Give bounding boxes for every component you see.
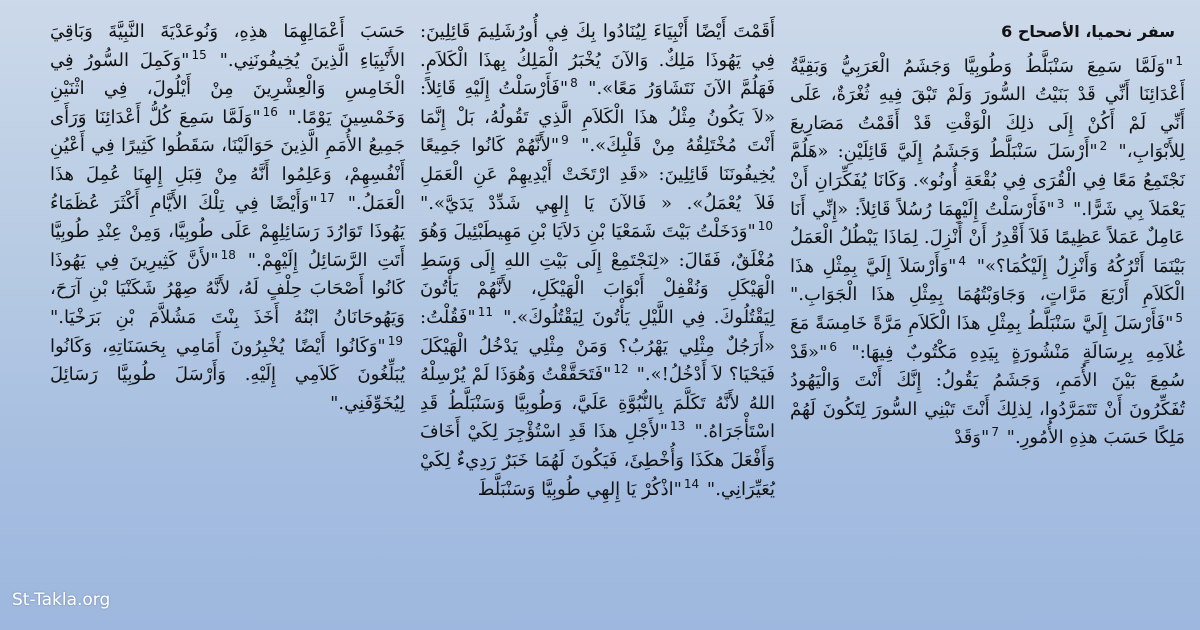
verse-text: "أَرْسَلَ سَنْبَلَّطُ وَجَشَمُ إِلَيَّ قَائِلَيْنِ: «هَلُمَّ نَجْتَمِعُ مَعًا فِي الْقُرَى فِي بُقْعَةِ أُونُو». وَكَانَا يُفَكِّرَانِ أَنْ يَعْمَلاَ بِي شَرًّا." bbox=[790, 141, 1185, 220]
verse-number: 17 bbox=[319, 190, 335, 205]
verse-block bbox=[50, 18, 405, 418]
right-column bbox=[790, 18, 1185, 453]
verse-number: 11 bbox=[477, 304, 493, 319]
verse-number: 4 bbox=[958, 253, 967, 268]
verse-number: 18 bbox=[220, 247, 236, 262]
verse-number: 2 bbox=[1099, 139, 1108, 154]
verse-text: "وَكَانُوا أَيْضًا يُخْبِرُونَ أَمَامِي بِحَسَنَاتِهِ، وَكَانُوا يُبَلِّغُونَ كَلاَمِي إِلَيْهِ. وَأَرْسَلَ طُوبِيَّا رَسَائِلَ لِيُخَوِّفَنِي." bbox=[50, 335, 405, 414]
middle-column bbox=[420, 18, 775, 504]
verse-text: "فَأَرْسَلْتُ إِلَيْهِ قَائِلاً: «لاَ يَكُونُ مِثْلُ هذَا الْكَلاَمِ الَّذِي تَقُولُهُ، بَلْ إِنَّمَا أَنْتَ مُخْتَلِقُهُ مِنْ قَلْبِكَ»." bbox=[420, 78, 775, 157]
verse-number: 7 bbox=[991, 425, 999, 440]
verse-number: 12 bbox=[613, 362, 629, 377]
verse-number: 16 bbox=[262, 104, 278, 119]
verse-number: 6 bbox=[829, 339, 837, 354]
verse-number: 5 bbox=[1175, 310, 1183, 325]
verse-number: 19 bbox=[387, 333, 403, 348]
verse-number: 3 bbox=[1056, 196, 1065, 211]
verse-number: 9 bbox=[561, 133, 569, 148]
verse-text: "فَتَحَقَّقْتُ وَهُوَذَا لَمْ يُرْسِلْهُ اللهُ لأَنَّهُ تَكَلَّمَ بِالنُّبُوَّةِ عَلَيَّ، وَطُوبِيَّا وَسَنْبَلَّطُ قَدِ اسْتَأْجَرَاهُ." bbox=[420, 364, 775, 443]
verse-text: "اذْكُرْ يَا إِلهِي طُوبِيَّا وَسَنْبَلَّطَ bbox=[477, 478, 682, 500]
verse-text: "لأَنَّ كَثِيرِينَ فِي يَهُوذَا كَانُوا أَصْحَابَ حِلْفٍ لَهُ، لأَنَّهُ صِهْرُ شَكَنْيَا بْنِ آرَحَ، وَيَهُوحَانَانُ ابْنُهُ أَخَذَ بِنْتَ مَشُلاَّمَ بْنِ بَرَخْيَا." bbox=[50, 249, 405, 328]
verse-text: "لأَجْلِ هذَا قَدِ اسْتُؤْجِرَ لِكَيْ أَخَافَ وَأَفْعَلَ هكَذَا وَأُخْطِئَ، فَيَكُونَ لَهُمَا خَبَرٌ رَدِيءٌ لِكَيْ يُعَيِّرَانِي." bbox=[420, 421, 775, 500]
chapter-title: سفر نحميا، الأصحاح 6 bbox=[1001, 22, 1175, 41]
verse-text: "«قَدْ سُمِعَ بَيْنَ الأُمَمِ، وَجَشَمُ يَقُولُ: إِنَّكَ أَنْتَ وَالْيَهُودُ تُفَكِّرُونَ أَنْ تَتَمَرَّدُوا، لِذلِكَ أَنْتَ تَبْنِي السُّورَ لِتَكُونَ لَهُمْ مَلِكًا حَسَبَ هذِهِ الأُمُورِ." bbox=[790, 341, 1185, 449]
verse-block bbox=[790, 53, 1185, 453]
verse-number: 14 bbox=[683, 476, 700, 491]
verse-number: 15 bbox=[191, 47, 207, 62]
verse-number: 10 bbox=[757, 219, 773, 234]
site-watermark: St-Takla.org bbox=[12, 590, 111, 610]
verse-number: 8 bbox=[570, 76, 578, 91]
verse-text: "وَدَخَلْتُ بَيْتَ شَمَعْيَا بْنِ دَلاَيَا بْنِ مَهِيطَبْئِيلَ وَهُوَ مُغْلَقٌ، فَقَالَ: «لِنَجْتَمِعْ إِلَى بَيْتِ اللهِ إِلَى وَسَطِ الْهَيْكَلِ وَنُقْفِلْ أَبْوَابَ الْهَيْكَلِ، لأَنَّهُمْ يَأْتُونَ لِيَقْتُلُوكَ. فِي اللَّيْلِ يَأْتُونَ لِيَقْتُلُوكَ»." bbox=[420, 221, 775, 328]
verse-text: "وَقَدْ bbox=[954, 427, 990, 449]
verse-text: "وَلَمَّا سَمِعَ كُلُّ أَعْدَائِنَا وَرَأَى جَمِيعُ الأُمَمِ الَّذِينَ حَوَالَيْنَا، سَقَطُوا كَثِيرًا فِي أَعْيُنِ أَنْفُسِهِمْ، وَعَلِمُوا أَنَّهُ مِنْ قِبَلِ إِلهِنَا عُمِلَ هذَا الْعَمَلُ." bbox=[50, 106, 405, 214]
verse-text: "وَأَيْضًا فِي تِلْكَ الأَيَّامِ أَكْثَرَ عُظَمَاءُ يَهُوذَا تَوَارُدَ رَسَائِلِهِمْ عَلَى طُوبِيَّا، وَمِنْ عِنْدِ طُوبِيَّا أَتَتِ الرَّسَائِلُ إِلَيْهِمْ." bbox=[50, 192, 406, 271]
verse-text: "فَأَرْسَلَ إِلَيَّ سَنْبَلَّطُ بِمِثْلِ هذَا الْكَلاَمِ مَرَّةً خَامِسَةً مَعَ غُلاَمِهِ بِرِسَالَةٍ مَنْشُورَةٍ بِيَدِهِ مَكْتُوبٌ فِيهَا:" bbox=[790, 312, 1185, 363]
verse-text: "وَأَرْسَلاَ إِلَيَّ بِمِثْلِ هذَا الْكَلاَمِ أَرْبَعَ مَرَّاتٍ، وَجَاوَبْتُهُمَا بِمِثْلِ هذَا الْجَوَابِ." bbox=[790, 255, 1185, 306]
verse-number: 13 bbox=[670, 419, 686, 434]
verse-text: أَقَمْتَ أَيْضًا أَنْبِيَاءَ لِيُنَادُوا بِكَ فِي أُورُشَلِيمَ قَائِلِينَ: فِي يَهُوذَا مَلِكٌ. وَالآنَ يُخْبَرُ الْمَلِكُ بِهذَا الْكَلاَمِ. فَهَلُمَّ الآنَ نَتَشَاوَرُ مَعًا»." bbox=[420, 21, 775, 100]
verse-block bbox=[420, 18, 775, 504]
verse-text: "فَقُلْتُ: «أَرَجُلٌ مِثْلِي يَهْرُبُ؟ وَمَنْ مِثْلِي يَدْخُلُ الْهَيْكَلَ فَيَحْيَا؟ لاَ أَدْخُلُ!»." bbox=[420, 306, 775, 386]
verse-text: "فَأَرْسَلْتُ إِلَيْهِمَا رُسُلاً قَائِلاً: «إِنِّي أَنَا عَامِلٌ عَمَلاً عَظِيمًا فَلاَ أَقْدِرُ أَنْ أَنْزِلَ. لِمَاذَا يَبْطُلُ الْعَمَلُ بَيْنَمَا أَتْرُكُهُ وَأَنْزِلُ إِلَيْكُمَا؟»" bbox=[790, 198, 1185, 277]
verse-text: "لأَنَّهُمْ كَانُوا جَمِيعًا يُخِيفُونَنَا قَائِلِينَ: «قَدِ ارْتَخَتْ أَيْدِيهِمْ عَنِ الْعَمَلِ فَلاَ يُعْمَلُ». « فَالآنَ يَا إِلهِي شَدِّدْ يَدَيَّ»." bbox=[420, 135, 775, 214]
left-column bbox=[50, 18, 405, 418]
verse-text: حَسَبَ أَعْمَالِهِمَا هذِهِ، وَنُوعَدْيَةَ النَّبِيَّةَ وَبَاقِيَ الأَنْبِيَاءِ الَّذِينَ يُخِيفُونَنِي." bbox=[50, 21, 405, 71]
verse-text: "وَكَمِلَ السُّورُ فِي الْخَامِسِ وَالْعِشْرِينَ مِنْ أَيْلُولَ، فِي اثْنَيْنِ وَخَمْسِينَ يَوْمًا." bbox=[50, 49, 406, 128]
verse-text: "وَلَمَّا سَمِعَ سَنْبَلَّطُ وَطُوبِيَّا وَجَشَمُ الْعَرَبِيُّ وَبَقِيَّةُ أَعْدَائِنَا أَنِّي قَدْ بَنَيْتُ السُّورَ وَلَمْ تَبْقَ فِيهِ ثُغْرَةٌ، عَلَى أَنِّي لَمْ أَكُنْ إِلَى ذلِكَ الْوَقْتِ قَدْ أَقَمْتُ مَصَارِيعَ لِلأَبْوَابِ،" bbox=[790, 55, 1185, 163]
verse-number: 1 bbox=[1175, 53, 1183, 68]
